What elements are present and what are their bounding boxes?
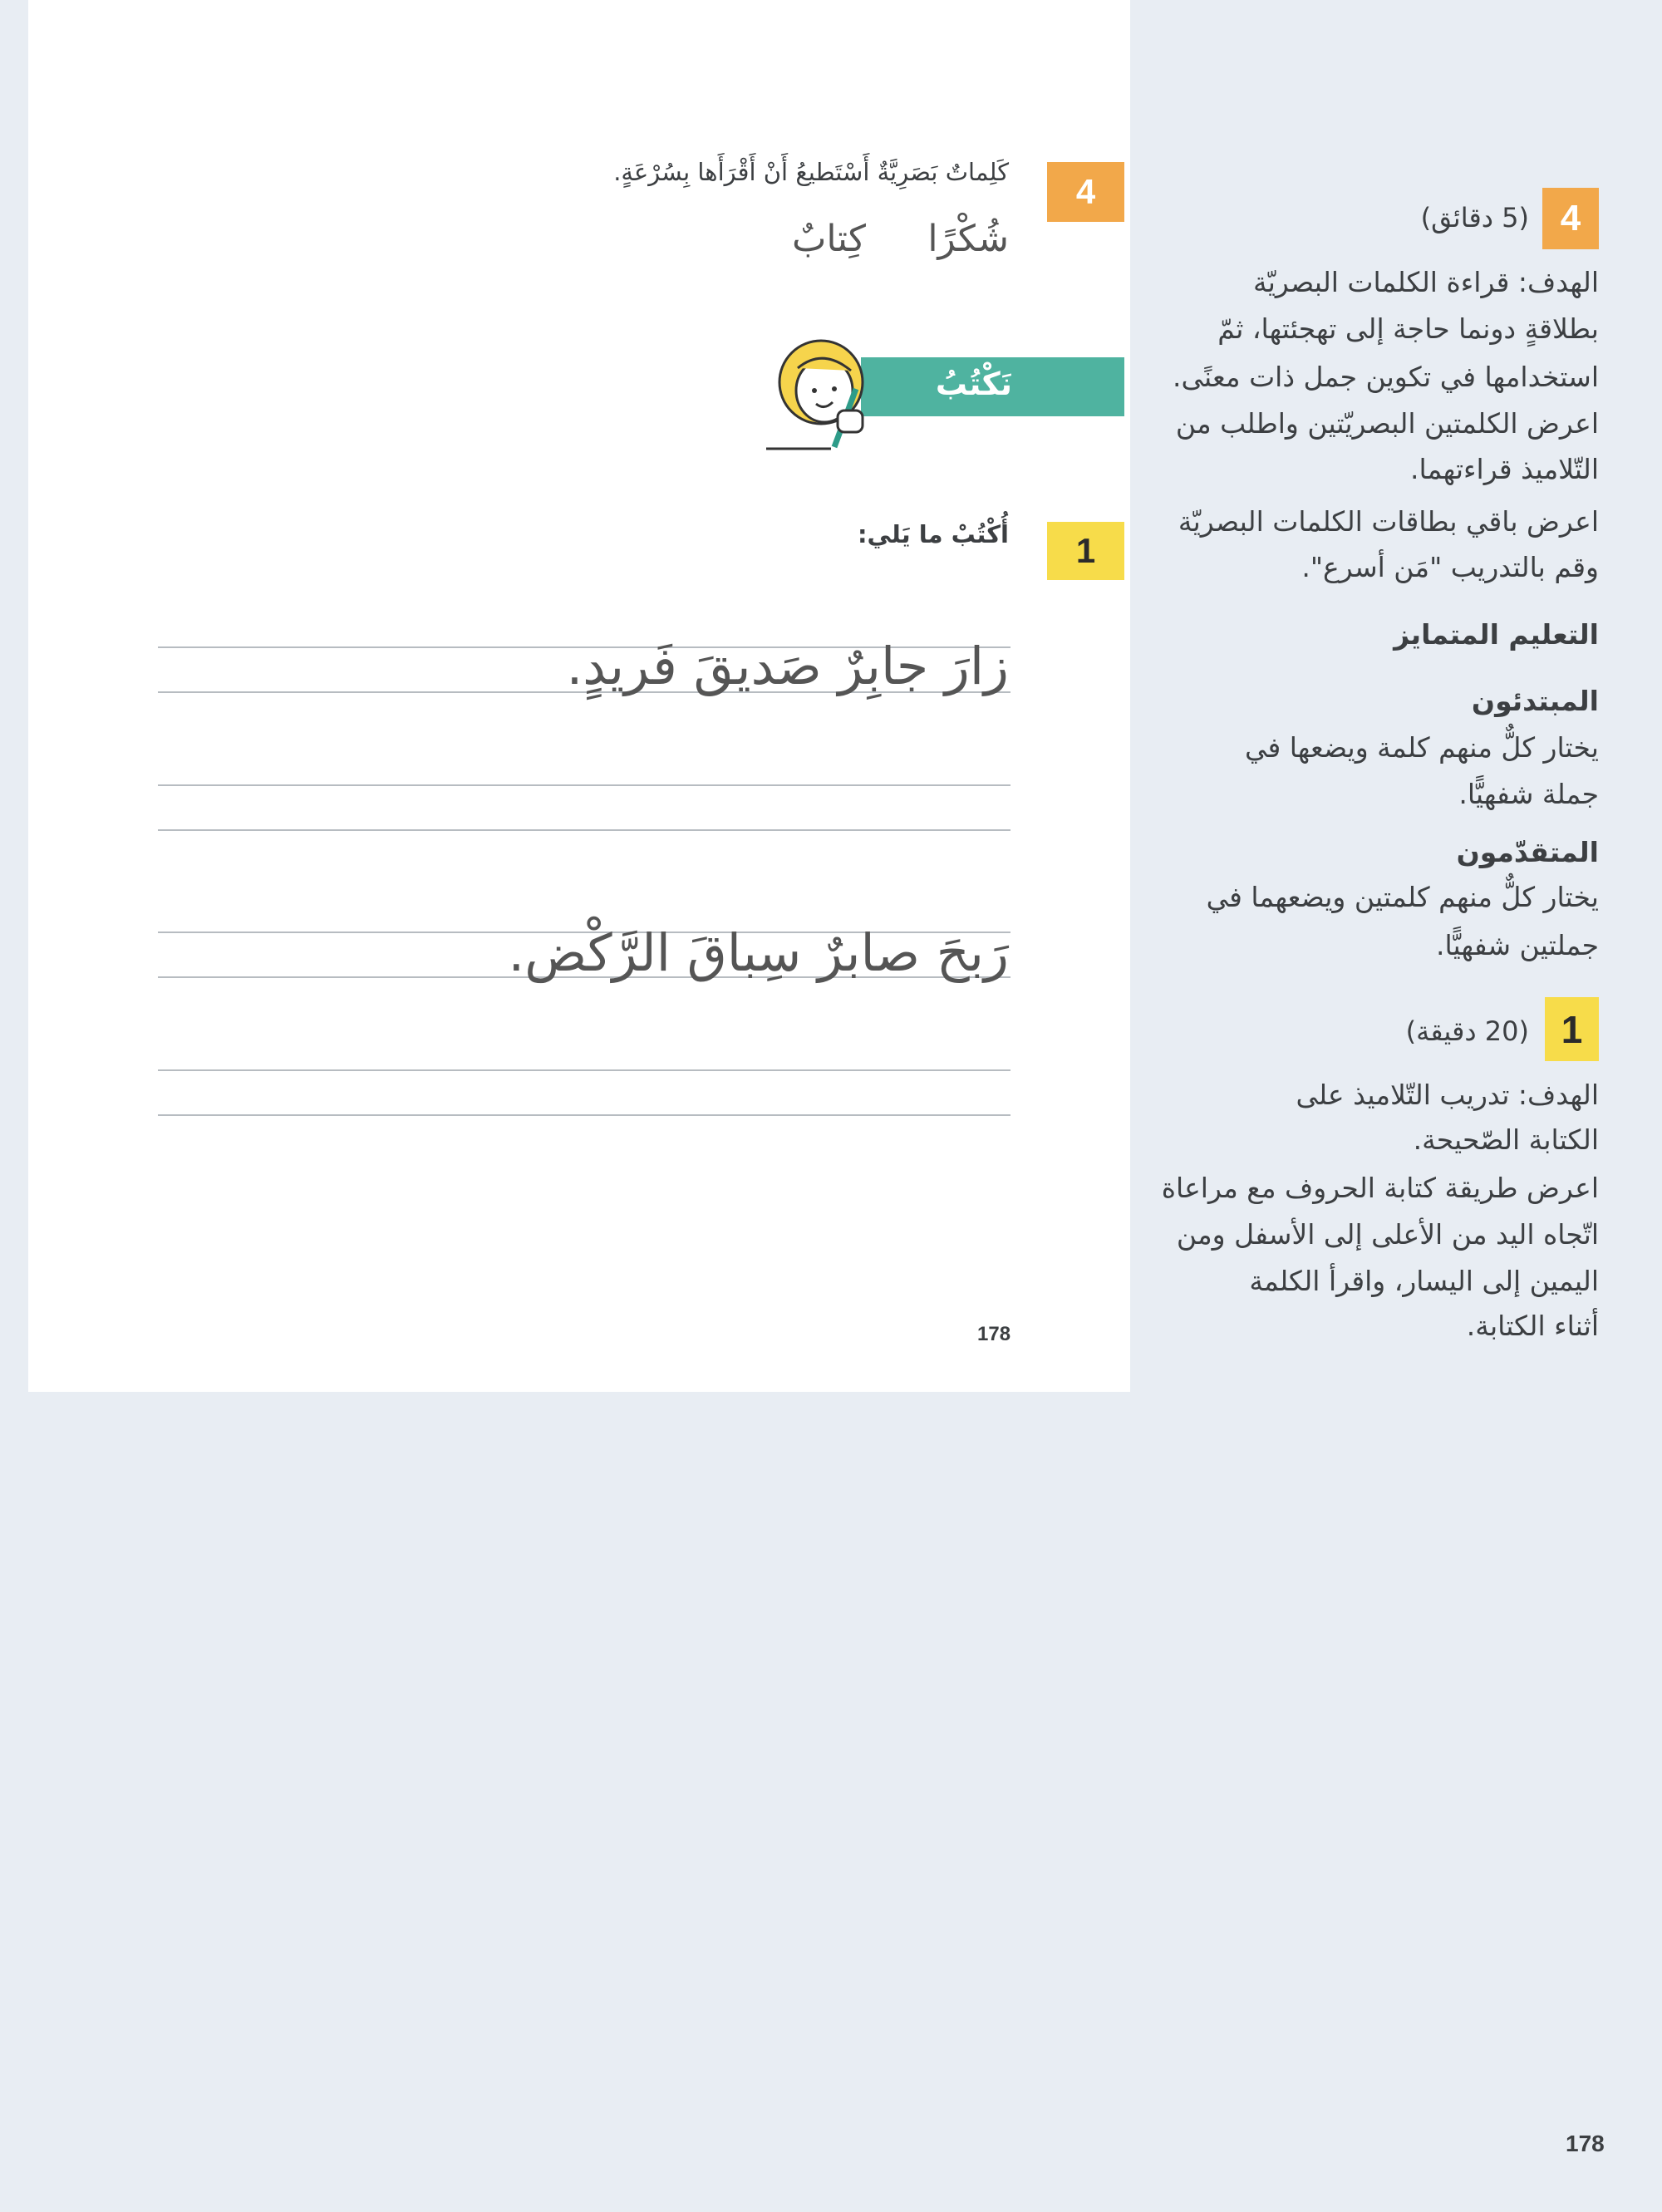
activity-duration: (5 دقائق): [1420, 202, 1529, 233]
guide-text: يختار كلٌّ منهم كلمة ويضعها في: [1244, 731, 1599, 764]
activity-number-badge: 1: [1545, 997, 1599, 1061]
writing-line[interactable]: [158, 1114, 1010, 1116]
sight-word: شُكْرًا: [927, 218, 1009, 260]
guide-page-number: 178: [1566, 2131, 1605, 2156]
guide-text: جملة شفهيًّا.: [1458, 778, 1599, 810]
guide-text: اتّجاه اليد من الأعلى إلى الأسفل ومن: [1176, 1218, 1599, 1251]
activity-number-badge: 4: [1542, 188, 1599, 249]
guide-text: الهدف: تدريب التّلاميذ على: [1296, 1079, 1599, 1111]
exercise-instruction: أُكْتُبْ ما يَلي:: [857, 520, 1009, 548]
model-sentence: زارَ جابِرٌ صَديقَ فَريدٍ.: [566, 636, 1009, 696]
guide-text: وقم بالتدريب "مَن أسرع".: [1301, 551, 1599, 583]
guide-text: اعرض طريقة كتابة الحروف مع مراعاة: [1161, 1172, 1599, 1204]
guide-text: اعرض الكلمتين البصريّتين واطلب من: [1175, 407, 1599, 440]
model-sentence: رَبحَ صابرٌ سِباقَ الرَّكْض.: [508, 922, 1009, 983]
guide-text: اعرض باقي بطاقات الكلمات البصريّة: [1178, 505, 1599, 538]
page-number: 178: [977, 1323, 1011, 1345]
writing-line[interactable]: [158, 1069, 1010, 1071]
section-banner-title: نَكْتُبُ: [935, 366, 1012, 402]
advanced-title: المتقدّمون: [1456, 836, 1599, 868]
guide-text: الكتابة الصّحيحة.: [1413, 1123, 1599, 1156]
guide-text: أثناء الكتابة.: [1466, 1310, 1599, 1342]
guide-text: الهدف: قراءة الكلمات البصريّة: [1253, 266, 1599, 298]
exercise-number-badge: 4: [1047, 162, 1124, 222]
beginners-title: المبتدئون: [1471, 685, 1599, 717]
writing-girl-icon: [765, 331, 889, 455]
guide-text: بطلاقةٍ دونما حاجة إلى تهجئتها، ثمّ: [1217, 312, 1599, 345]
exercise-heading: كَلِماتٌ بَصَرِيَّةٌ أَسْتَطيعُ أَنْ أَقْرَأَها بِسُرْعَةٍ.: [613, 158, 1009, 186]
writing-line[interactable]: [158, 784, 1010, 786]
guide-text: جملتين شفهيًّا.: [1436, 929, 1599, 961]
writing-line[interactable]: [158, 829, 1010, 831]
sight-word: كِتابٌ: [791, 218, 866, 260]
guide-text: التّلاميذ قراءتهما.: [1409, 453, 1599, 485]
exercise-number-badge: 1: [1047, 522, 1124, 580]
activity-duration: (20 دقيقة): [1405, 1015, 1529, 1047]
differentiated-title: التعليم المتمايز: [1394, 618, 1599, 651]
guide-text: يختار كلٌّ منهم كلمتين ويضعهما في: [1206, 881, 1599, 913]
guide-text: استخدامها في تكوين جمل ذات معنًى.: [1173, 361, 1599, 393]
guide-text: اليمين إلى اليسار، واقرأ الكلمة: [1249, 1265, 1599, 1297]
